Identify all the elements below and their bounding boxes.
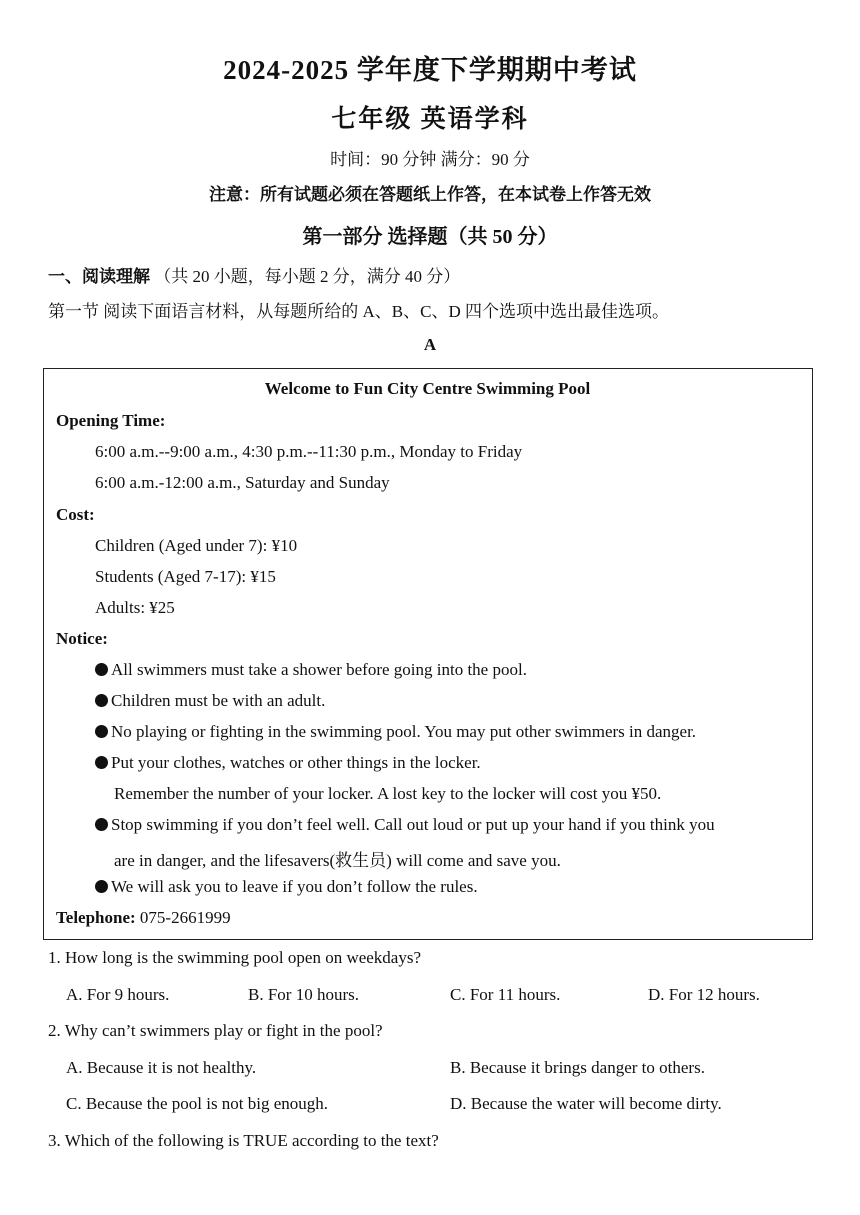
notice-label: Notice: xyxy=(56,629,108,648)
bullet-icon xyxy=(95,756,108,769)
exam-title: 2024-2025 学年度下学期期中考试 xyxy=(223,55,637,85)
opening-time-label: Opening Time: xyxy=(56,411,166,430)
passage-title: Welcome to Fun City Centre Swimming Pool xyxy=(264,379,591,398)
section-title: 一、阅读理解 xyxy=(48,267,150,286)
question-stem: 3. Which of the following is TRUE according to the text? xyxy=(48,1131,439,1150)
notice-continuation: are in danger, and the lifesavers(救生员) will come and save you. xyxy=(114,851,561,870)
passage-box xyxy=(43,368,813,940)
option-b[interactable]: B. Because it brings danger to others. xyxy=(450,1058,705,1077)
cost-line: Adults: ¥25 xyxy=(95,598,175,617)
telephone-label: Telephone: xyxy=(56,908,136,927)
option-a[interactable]: A. For 9 hours. xyxy=(66,985,170,1004)
bullet-icon xyxy=(95,694,108,707)
question-stem: 1. How long is the swimming pool open on weekdays? xyxy=(48,948,422,967)
bullet-icon xyxy=(95,880,108,893)
exam-subtitle: 七年级 英语学科 xyxy=(331,106,529,133)
notice-item: No playing or fighting in the swimming pool. You may put other swimmers in danger. xyxy=(95,722,696,742)
notice-item: Put your clothes, watches or other things in the locker. xyxy=(95,753,481,773)
option-d[interactable]: D. Because the water will become dirty. xyxy=(450,1094,722,1113)
cost-line: Students (Aged 7-17): ¥15 xyxy=(95,567,276,586)
telephone-row xyxy=(56,908,231,928)
option-a[interactable]: A. Because it is not healthy. xyxy=(66,1058,257,1077)
opening-line: 6:00 a.m.-12:00 a.m., Saturday and Sunday xyxy=(95,473,390,492)
question-stem: 2. Why can’t swimmers play or fight in the pool? xyxy=(48,1021,383,1040)
bullet-icon xyxy=(95,663,108,676)
notice-item: We will ask you to leave if you don’t follow the rules. xyxy=(95,877,478,897)
option-d[interactable]: D. For 12 hours. xyxy=(648,985,760,1004)
cost-line: Children (Aged under 7): ¥10 xyxy=(95,536,298,555)
section-note: （共 20 小题，每小题 2 分，满分 40 分） xyxy=(154,267,461,286)
notice-continuation: Remember the number of your locker. A lost key to the locker will cost you ¥50. xyxy=(114,784,662,803)
option-c[interactable]: C. For 11 hours. xyxy=(450,985,561,1004)
part-heading: 第一部分 选择题（共 50 分） xyxy=(302,226,558,248)
time-info: 时间：90 分钟 满分：90 分 xyxy=(330,150,530,169)
bullet-icon xyxy=(95,725,108,738)
notice-item: All swimmers must take a shower before going into the pool. xyxy=(95,660,527,680)
section-instruction: 第一节 阅读下面语言材料，从每题所给的 A、B、C、D 四个选项中选出最佳选项。 xyxy=(48,302,669,321)
option-b[interactable]: B. For 10 hours. xyxy=(248,985,359,1004)
bullet-icon xyxy=(95,818,108,831)
exam-notice: 注意：所有试题必须在答题纸上作答，在本试卷上作答无效 xyxy=(209,185,651,204)
opening-line: 6:00 a.m.--9:00 a.m., 4:30 p.m.--11:30 p.m., Monday to Friday xyxy=(95,442,523,461)
notice-item: Stop swimming if you don’t feel well. Call out loud or put up your hand if you think you xyxy=(95,815,715,835)
telephone-number: 075-2661999 xyxy=(139,908,231,927)
option-c[interactable]: C. Because the pool is not big enough. xyxy=(66,1094,329,1113)
section-heading xyxy=(48,262,460,287)
notice-item: Children must be with an adult. xyxy=(95,691,325,711)
passage-letter: A xyxy=(423,335,437,354)
cost-label: Cost: xyxy=(56,505,95,524)
